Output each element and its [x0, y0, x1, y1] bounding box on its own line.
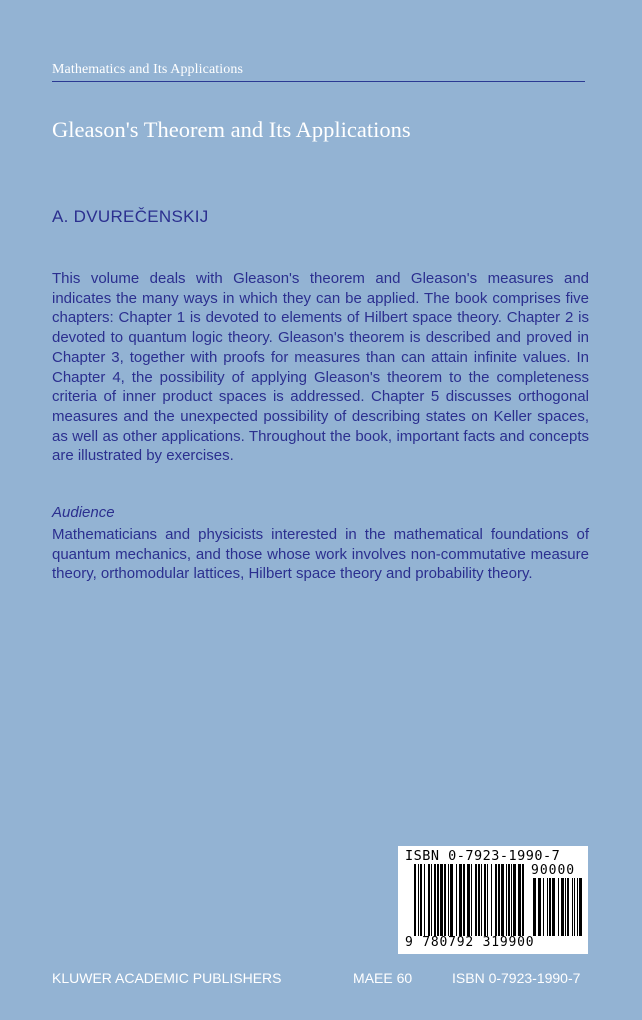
blurb-text: This volume deals with Gleason's theorem and Gleason's measures and indicates the many ways in which they can be applied. The book comprises five chapters: Chapter 1 is devoted to elements of Hilbert space theory. Chapter 2 is devoted to quantum logic theory. Gleason's theorem is described and proved in Chapter 3, together with proofs for measures than can attain infinite values. In Chapter 4, the possibility of applying Gleason's theorem to the completeness criteria of inner product spaces is addressed. Chapter 5 discusses orthogonal measures and the unexpected possibility of describing states on Keller spaces, as well as other applications. Throughout the book, important facts and concepts are illustrated by exercises.: [52, 270, 589, 465]
addon-digits: 90000: [531, 863, 576, 878]
series-number: MAEE 60: [353, 970, 413, 986]
ean-digits: 9 780792 319900: [405, 935, 535, 950]
publisher-name: KLUWER ACADEMIC PUBLISHERS: [52, 970, 282, 986]
ean-bars: [414, 864, 524, 936]
series-rule: [52, 81, 585, 82]
footer-isbn: ISBN 0-7923-1990-7: [452, 970, 581, 986]
audience-heading: Audience: [52, 504, 115, 521]
addon-bars: [533, 878, 582, 936]
series-name: Mathematics and Its Applications: [52, 62, 243, 77]
book-title: Gleason's Theorem and Its Applications: [52, 117, 411, 142]
isbn-label: ISBN 0-7923-1990-7: [405, 848, 561, 864]
audience-text: Mathematicians and physicists interested in the mathematical foundations of quantum mechanics, and those whose work involves non-commutative measure theory, orthomodular lattices, Hilbert space theory and probability theory.: [52, 526, 589, 583]
author-name: A. DVUREČENSKIJ: [52, 207, 209, 226]
